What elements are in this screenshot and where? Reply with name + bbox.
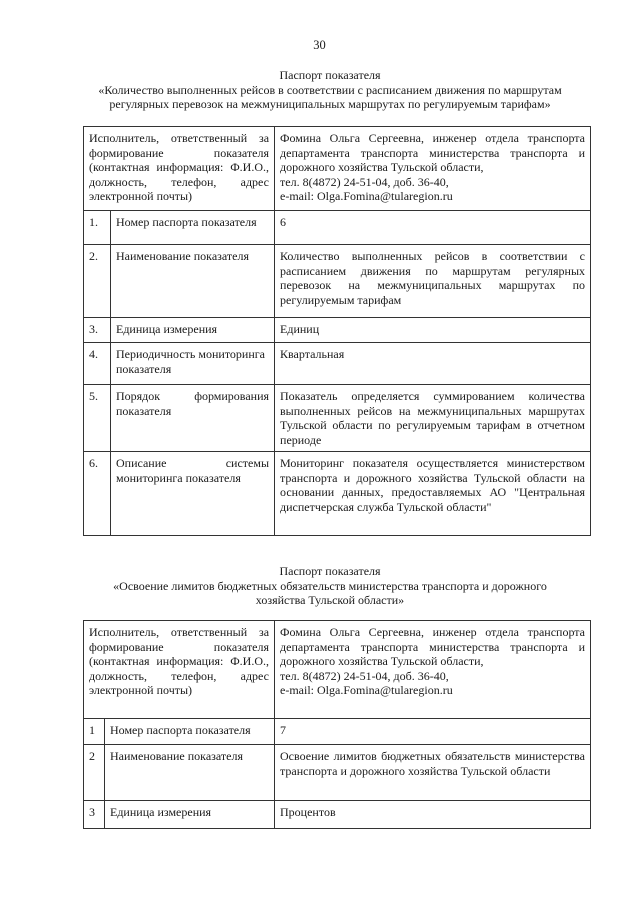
row-number: 2.	[84, 245, 111, 318]
executor-email: e-mail: Olga.Fomina@tularegion.ru	[280, 189, 453, 203]
row-value: Квартальная	[275, 343, 591, 385]
executor-label: Исполнитель, ответственный за формирование показателя (контактная информация: Ф.И.О., должность, телефон, адрес электронной почты)	[84, 621, 275, 719]
section-1-subtitle-line-2: регулярных перевозок на межмуниципальных маршрутах по регулируемым тарифам»	[109, 97, 551, 111]
row-label: Номер паспорта показателя	[105, 719, 275, 745]
row-number: 1	[84, 719, 105, 745]
table-row	[84, 452, 591, 536]
row-label: Единица измерения	[111, 318, 275, 343]
executor-value	[275, 621, 591, 719]
row-value: Единиц	[275, 318, 591, 343]
executor-name-position: Фомина Ольга Сергеевна, инженер отдела транспорта департамента транспорта министерства транспорта и дорожного хозяйства Тульской области,	[280, 131, 586, 174]
table-row	[84, 343, 591, 385]
section-2-title: Паспорт показателя	[279, 564, 381, 578]
row-number: 5.	[84, 385, 111, 452]
row-value: 7	[275, 719, 591, 745]
section-2-subtitle-line-2: хозяйства Тульской области»	[255, 593, 405, 607]
table-row	[84, 745, 591, 801]
row-label: Порядок формирования показателя	[111, 385, 275, 452]
table-row	[84, 719, 591, 745]
row-number: 1.	[84, 211, 111, 245]
row-label: Единица измерения	[105, 801, 275, 829]
executor-label: Исполнитель, ответственный за формирование показателя (контактная информация: Ф.И.О., должность, телефон, адрес электронной почты)	[84, 127, 275, 211]
table-row	[84, 318, 591, 343]
row-label: Описание системы мониторинга показателя	[111, 452, 275, 536]
table-row	[84, 211, 591, 245]
row-label: Наименование показателя	[105, 745, 275, 801]
table-row	[84, 621, 591, 719]
executor-value	[275, 127, 591, 211]
table-row	[84, 385, 591, 452]
executor-phone: тел. 8(4872) 24-51-04, доб. 36-40,	[280, 668, 449, 683]
row-number: 2	[84, 745, 105, 801]
row-value: Освоение лимитов бюджетных обязательств министерства транспорта и дорожного хозяйства Тульской области	[275, 745, 591, 801]
passport-table-1	[83, 126, 591, 536]
row-value: Мониторинг показателя осуществляется министерством транспорта и дорожного хозяйства Тульской области на основании данных, предоставляемых АО "Центральная диспетчерская служба Тульской области"	[275, 452, 591, 536]
section-1-title: Паспорт показателя	[279, 68, 381, 82]
row-value: Показатель определяется суммированием количества выполненных рейсов на межмуниципальных маршрутах Тульской области по регулируемым тарифам в отчетном периоде	[275, 385, 591, 452]
row-value: 6	[275, 211, 591, 245]
section-1-heading	[60, 68, 600, 112]
row-label: Номер паспорта показателя	[111, 211, 275, 245]
row-number: 3.	[84, 318, 111, 343]
page-number: 30	[313, 38, 326, 52]
executor-phone: тел. 8(4872) 24-51-04, доб. 36-40,	[280, 174, 449, 189]
row-number: 4.	[84, 343, 111, 385]
section-2-heading	[60, 564, 600, 608]
passport-table-2	[83, 620, 591, 829]
section-2-subtitle-line-1: «Освоение лимитов бюджетных обязательств министерства транспорта и дорожного	[113, 578, 547, 593]
executor-email: e-mail: Olga.Fomina@tularegion.ru	[280, 683, 453, 697]
row-number: 3	[84, 801, 105, 829]
row-value: Количество выполненных рейсов в соответствии с расписанием движения по маршрутам регулярных перевозок на межмуниципальных маршрутах по регулируемым тарифам	[275, 245, 591, 318]
row-label: Наименование показателя	[111, 245, 275, 318]
row-label: Периодичность мониторинга показателя	[111, 343, 275, 385]
table-row	[84, 245, 591, 318]
table-row	[84, 801, 591, 829]
section-1-subtitle-line-1: «Количество выполненных рейсов в соответствии с расписанием движения по маршрутам	[98, 82, 562, 97]
row-value: Процентов	[275, 801, 591, 829]
table-row	[84, 127, 591, 211]
row-number: 6.	[84, 452, 111, 536]
executor-name-position: Фомина Ольга Сергеевна, инженер отдела транспорта департамента транспорта министерства транспорта и дорожного хозяйства Тульской области,	[280, 625, 586, 668]
